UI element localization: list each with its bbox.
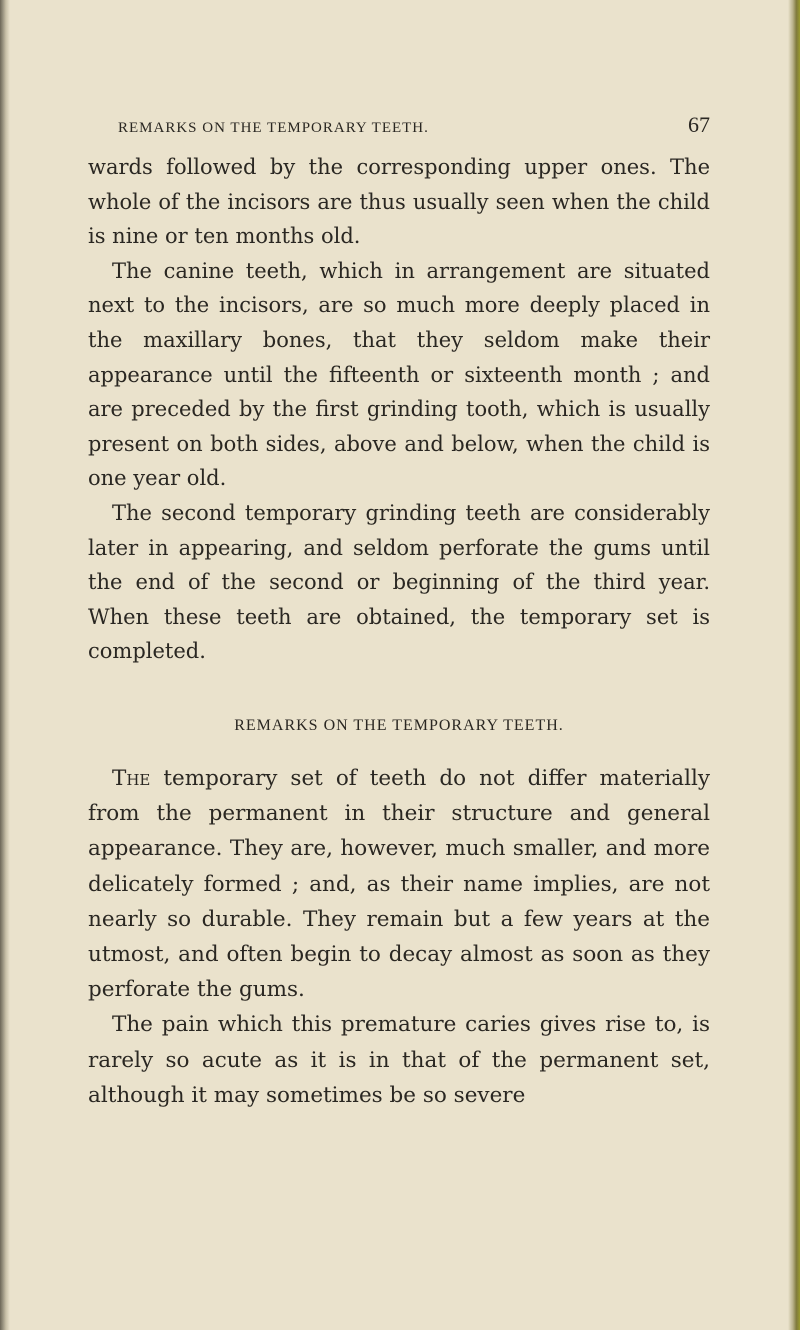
page-number: 67 (688, 112, 710, 137)
page-edge-right (788, 0, 800, 1330)
paragraph-second-grinding-teeth: The second temporary grinding teeth are considerably later in appearing, and seldom perforate the gums until the end of the second or beginning of the third year. When these teeth are obtained, the temporary set is completed. (88, 500, 710, 664)
page-content (88, 112, 710, 1113)
body-text-section (88, 761, 710, 1113)
paragraph-temporary-set (88, 761, 710, 1007)
paragraph-pain-caries: The pain which this premature caries gives rise to, is rarely so acute as it is in that of the permanent set, although it may sometimes be so severe (88, 1012, 710, 1108)
paragraph-temporary-set-text: temporary set of teeth do not differ materially from the permanent in their structure and general appearance. They are, however, much smaller, and more delicately formed ; and, as their name implies, are not nearly so durable. They remain but a few years at the utmost, and often begin to decay almost as soon as they perforate the gums. (88, 765, 710, 1003)
drop-word: The (112, 765, 151, 791)
body-text-top (88, 150, 710, 669)
page-edge-left (0, 0, 10, 1330)
paragraph-canine-teeth: The canine teeth, which in arrangement are situated next to the incisors, are so much more deeply placed in the maxillary bones, that they seldom make their appearance until the fifteenth or sixteenth month ; and are preceded by the first grinding tooth, which is usually present on both sides, above and below, when the child is one year old. (88, 258, 710, 491)
running-head (88, 112, 710, 146)
running-title: REMARKS ON THE TEMPORARY TEETH. (118, 120, 429, 136)
paragraph-continuation: wards followed by the corresponding upper ones. The whole of the incisors are thus usually seen when the child is nine or ten months old. (88, 155, 710, 249)
section-heading: REMARKS ON THE TEMPORARY TEETH. (234, 716, 564, 734)
